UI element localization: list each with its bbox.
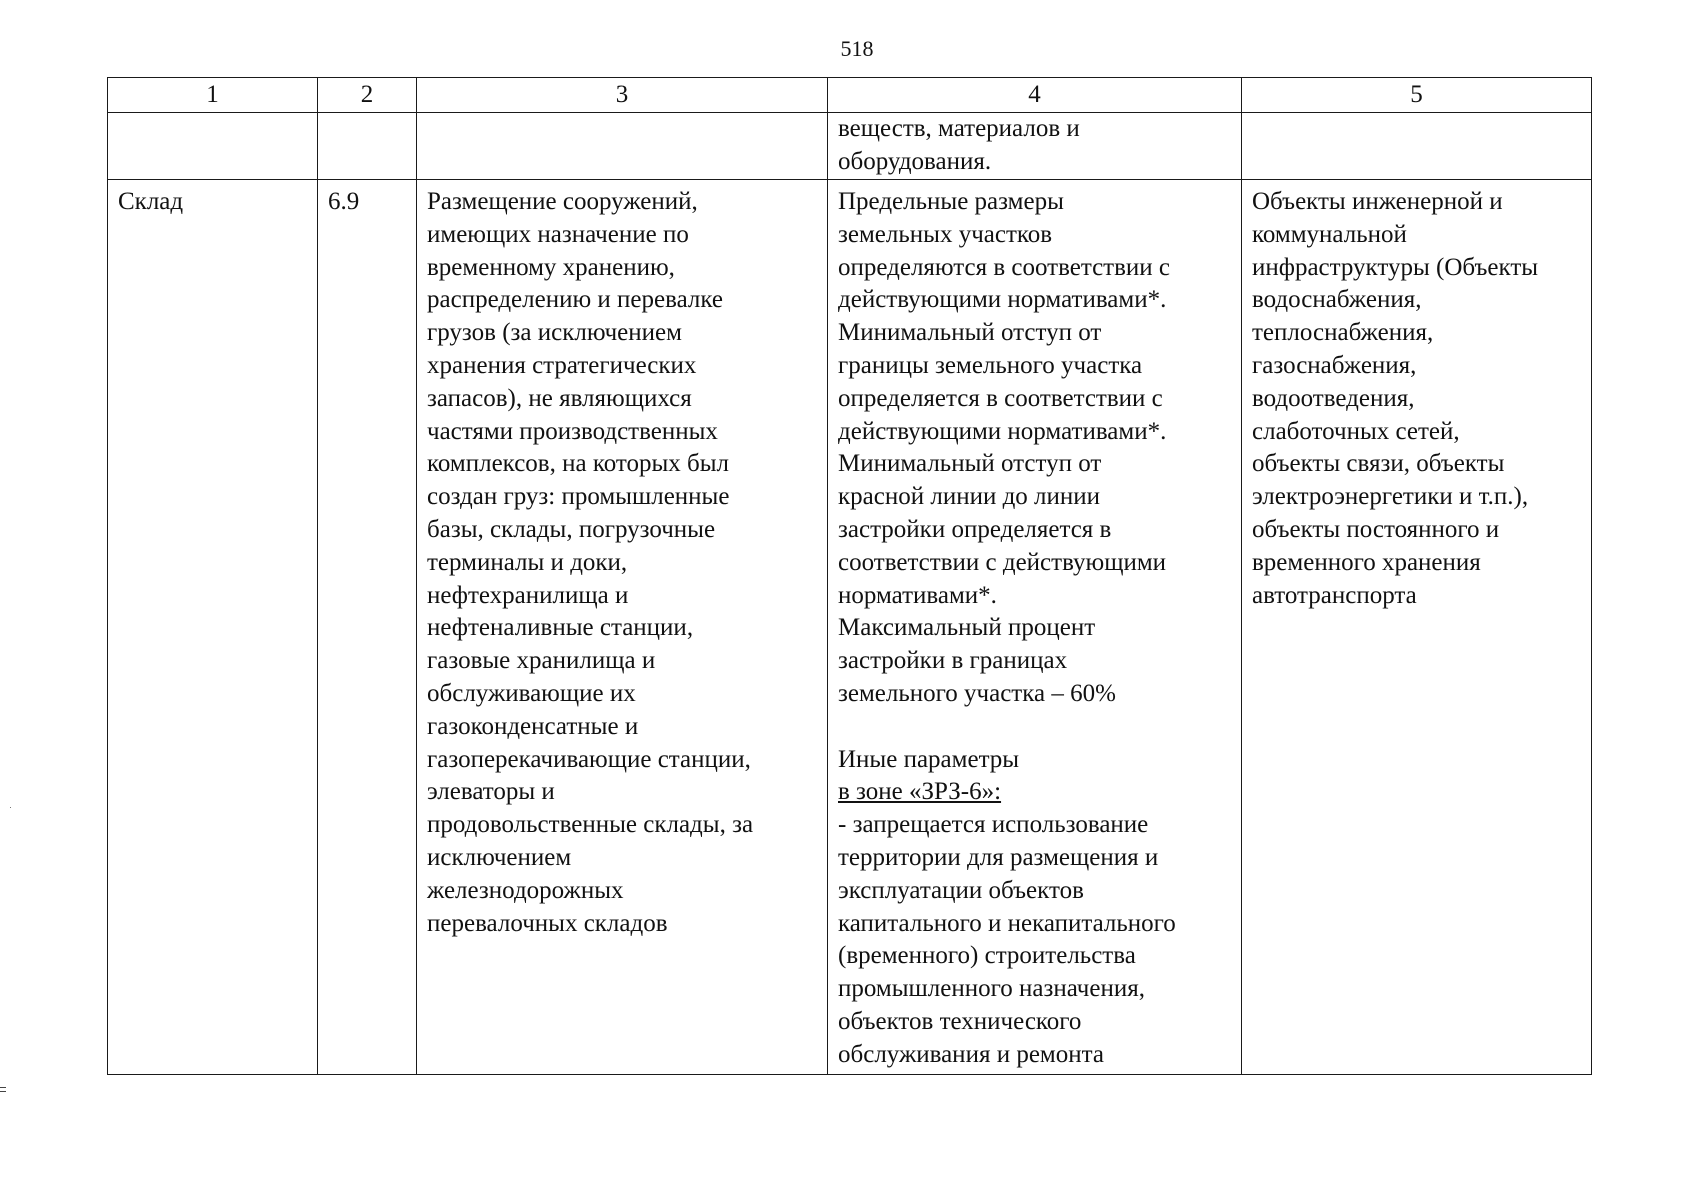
text-line: газоконденсатные и	[427, 712, 639, 740]
text-line: исключением	[427, 843, 572, 871]
text-line: газоперекачивающие станции,	[427, 745, 751, 773]
text-line: земельных участков	[838, 220, 1053, 248]
text-line: соответствии с действующими	[838, 548, 1167, 576]
text-line: застройки в границах	[838, 647, 1068, 675]
text-line: железнодорожных	[427, 876, 624, 904]
text-line: нефтеналивные станции,	[427, 614, 694, 642]
text-line: - запрещается использование	[838, 811, 1149, 839]
text-line: определяется в соответствии с	[838, 384, 1163, 412]
text-line: электроэнергетики и т.п.),	[1252, 483, 1529, 511]
scan-margin-mark	[0, 1087, 6, 1092]
text-line: терминалы и доки,	[427, 548, 628, 576]
text-line: земельного участка – 60%	[838, 679, 1116, 707]
text-line: хранения стратегических	[427, 351, 697, 379]
text-line: эксплуатации объектов	[838, 876, 1084, 904]
blank-line	[838, 711, 1231, 744]
header-cell-5: 5	[1242, 78, 1592, 113]
text-line: Предельные размеры	[838, 188, 1064, 215]
description-cell	[417, 180, 828, 1075]
text-line: объекты постоянного и	[1252, 515, 1500, 543]
land-use-type-cell	[108, 180, 318, 1075]
text-line: имеющих назначение по	[427, 220, 689, 248]
text-line: частями производственных	[427, 417, 718, 445]
text-line: водоснабжения,	[1252, 286, 1422, 314]
text-line: оборудования.	[838, 147, 992, 175]
land-use-code-cell	[318, 180, 417, 1075]
table-row-warehouse	[108, 180, 1592, 1075]
text-line: распределению и перевалке	[427, 286, 723, 314]
text-line: Минимальный отступ от	[838, 450, 1102, 478]
land-use-code: 6.9	[328, 188, 360, 215]
cont-cell-2	[318, 113, 417, 180]
text-line: веществ, материалов и	[838, 115, 1080, 142]
text-line: объекты связи, объекты	[1252, 450, 1505, 478]
text-line: перевалочных складов	[427, 909, 668, 937]
text-line: базы, склады, погрузочные	[427, 515, 716, 543]
cont-cell-3	[417, 113, 828, 180]
cont-cell-4	[828, 113, 1242, 180]
cont-cell-1	[108, 113, 318, 180]
text-line: застройки определяется в	[838, 515, 1112, 543]
text-line: грузов (за исключением	[427, 319, 682, 347]
text-line: временного хранения	[1252, 548, 1481, 576]
text-line: слаботочных сетей,	[1252, 417, 1460, 445]
text-line: нефтехранилища и	[427, 581, 629, 609]
text-line: промышленного назначения,	[838, 975, 1145, 1003]
text-line: обслуживающие их	[427, 679, 636, 707]
cont-cell-5	[1242, 113, 1592, 180]
text-line: (временного) строительства	[838, 942, 1136, 970]
text-line: водоотведения,	[1252, 384, 1415, 412]
text-line: комплексов, на которых был	[427, 450, 730, 478]
text-line: теплоснабжения,	[1252, 319, 1434, 347]
parameters-cell	[828, 180, 1242, 1075]
text-line: коммунальной	[1252, 220, 1407, 248]
text-line: нормативами*.	[838, 581, 997, 609]
text-line: действующими нормативами*.	[838, 417, 1167, 445]
scan-speck	[10, 807, 11, 808]
text-line: капитального и некапитального	[838, 909, 1176, 937]
text-line: Минимальный отступ от	[838, 319, 1102, 347]
text-line: продовольственные склады, за	[427, 811, 754, 839]
text-line: границы земельного участка	[838, 351, 1143, 379]
text-line: Максимальный процент	[838, 614, 1096, 642]
text-line: Объекты инженерной и	[1252, 188, 1503, 215]
regulations-table	[107, 77, 1592, 1075]
land-use-name: Склад	[118, 188, 184, 215]
text-line: газовые хранилища и	[427, 647, 656, 675]
text-line: создан груз: промышленные	[427, 483, 730, 511]
text-line: временному хранению,	[427, 253, 675, 281]
zone-label: в зоне «ЗРЗ-6»:	[838, 778, 1002, 806]
text-line: определяются в соответствии с	[838, 253, 1171, 281]
text-line: обслуживания и ремонта	[838, 1040, 1104, 1068]
text-line: красной линии до линии	[838, 483, 1101, 511]
table-header-row	[108, 78, 1592, 113]
header-cell-1: 1	[108, 78, 318, 113]
text-line: объектов технического	[838, 1007, 1082, 1035]
text-line: инфраструктуры (Объекты	[1252, 253, 1539, 281]
text-line: Размещение сооружений,	[427, 188, 698, 215]
table-row-continuation	[108, 113, 1592, 180]
text-line: автотранспорта	[1252, 581, 1417, 609]
other-params-label: Иные параметры	[838, 745, 1020, 773]
header-cell-4: 4	[828, 78, 1242, 113]
text-line: территории для размещения и	[838, 843, 1159, 871]
related-objects-cell	[1242, 180, 1592, 1075]
text-line: действующими нормативами*.	[838, 286, 1167, 314]
text-line: запасов), не являющихся	[427, 384, 692, 412]
page-number: 518	[840, 36, 874, 61]
text-line: элеваторы и	[427, 778, 555, 806]
header-cell-3: 3	[417, 78, 828, 113]
header-cell-2: 2	[318, 78, 417, 113]
text-line: газоснабжения,	[1252, 351, 1417, 379]
